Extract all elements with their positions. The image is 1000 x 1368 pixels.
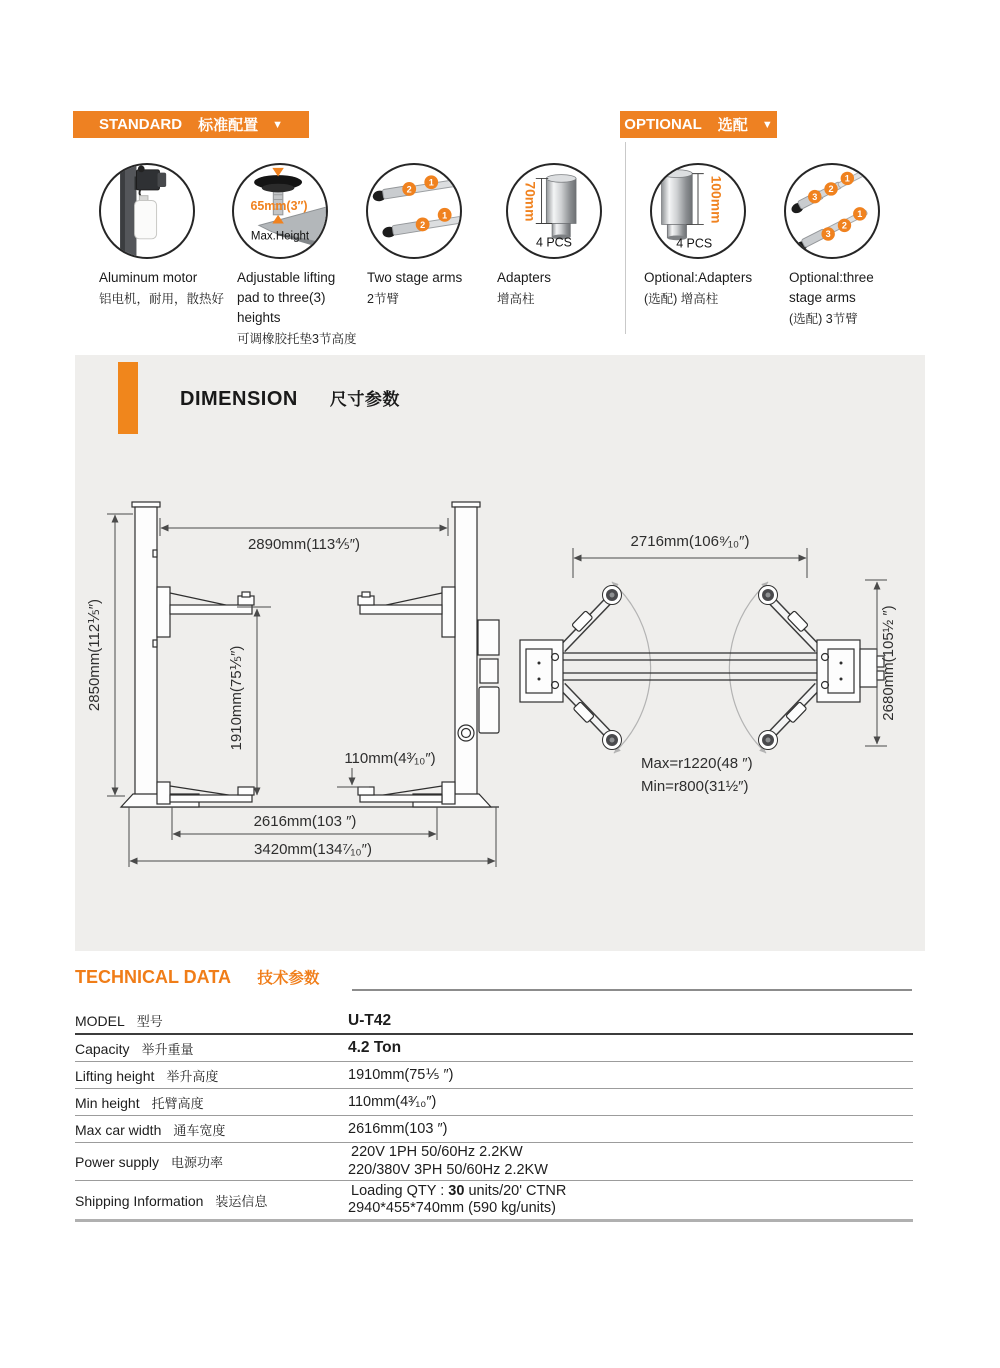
dim-overall-width: 2890mm(113⅘″) [247,536,361,553]
feature-title-cn: (选配) 增高柱 [644,291,719,306]
standard-banner-label: STANDARD [99,116,183,133]
arm-stage-badge: 1 [442,210,448,221]
feature-photo-three-stage-arms [784,163,880,259]
feature-photo-optional-adapters [650,163,746,259]
row-label: Min height [75,1094,140,1111]
dimension-title-en: DIMENSION [180,388,298,410]
feature-photo-lifting-pad [232,163,328,259]
row-value-line: Loading QTY : 30 units/20' CTNR [351,1182,567,1199]
feature-photo-aluminum-motor [99,163,195,259]
feature-title: Optional:Adapters [644,270,753,285]
row-label-cn: 举升高度 [166,1068,219,1084]
dimension-title [180,385,400,411]
section-divider [625,142,626,334]
dim-arm-span: 2716mm(106⁹⁄₁₀″) [630,533,750,550]
arm-stage-badge: 1 [428,177,434,188]
row-label: Power supply [75,1154,160,1170]
optional-banner-label: OPTIONAL [624,116,702,133]
arm-stage-badge: 3 [812,191,818,202]
feature-caption-two-stage-arms [367,268,492,308]
feature-title: Adjustable lifting pad to three(3) heights [237,270,336,325]
arm-stage-badge: 2 [841,220,847,231]
two-stage-arms-icon [368,165,460,257]
table-row-model [75,1008,913,1035]
dim-overall-length: 2680mm(105½ ″) [880,605,897,721]
row-label: Capacity [75,1040,130,1057]
lifting-pad-icon [234,165,326,257]
feature-title-cn: 增高柱 [497,291,535,306]
technical-data-table [75,1008,913,1222]
dim-max-radius: Max=r1220(48 ″) [641,755,753,772]
row-value: 1910mm(75⅕ ″) [348,1067,454,1083]
feature-title-cn: 可调橡胶托垫3节高度 [237,331,357,346]
row-label-cn: 通车宽度 [173,1122,226,1138]
dimension-panel [75,355,925,951]
swing-arms [562,586,818,750]
feature-caption-lifting-pad [237,268,357,348]
top-view-drawing [520,582,884,753]
row-label: Lifting height [75,1067,155,1084]
technical-data-title [75,966,319,988]
dimension-drawing [85,490,915,940]
adapter-pcs-label: 4 PCS [676,236,713,251]
arm-stage-badge: 2 [406,184,412,195]
row-value: 2616mm(103 ″) [348,1121,448,1137]
arm-stage-badge: 1 [857,209,863,220]
dim-base-width: 3420mm(134⁷⁄₁₀″) [254,841,372,858]
row-value: U-T42 [348,1011,392,1029]
aluminum-motor-icon [101,165,193,257]
dim-overall-height: 2850mm(112⅕″) [86,598,103,712]
row-label: MODEL [75,1013,125,1029]
arm-stage-badge: 2 [420,219,426,230]
arm-stage-badge: 1 [844,173,850,184]
row-label-cn: 托臂高度 [151,1095,204,1111]
dim-inner-width: 2616mm(103 ″) [253,813,357,830]
feature-photo-adapters [506,163,602,259]
arm-stage-badge: 2 [828,184,834,195]
dim-lifting-height: 1910mm(75⅕″) [228,645,245,751]
optional-section-banner [620,111,777,138]
technical-data-title-cn: 技术参数 [257,970,320,987]
table-row-power-supply [75,1143,913,1181]
technical-data-title-en: TECHNICAL DATA [75,967,231,987]
adapter-height-annotation: 100mm [708,175,725,224]
feature-title-cn: (选配) 3节臂 [789,311,858,326]
row-label-cn: 装运信息 [215,1193,268,1209]
triangle-down-icon: ▼ [761,118,773,131]
feature-caption-three-stage-arms [789,268,884,328]
table-row-max-car-width [75,1116,913,1143]
row-value: 110mm(4³⁄₁₀″) [348,1094,437,1110]
row-value: 4.2 Ton [348,1039,402,1056]
adapter-icon [508,165,600,257]
feature-title: Two stage arms [367,270,463,285]
table-row-capacity [75,1035,913,1062]
adapter-height-annotation: 70mm [522,181,539,222]
adapter-pcs-label: 4 PCS [536,235,572,250]
standard-section-banner [73,111,309,138]
feature-caption-adapters [497,268,607,308]
row-label: Shipping Information [75,1192,204,1209]
dim-min-pad-height: 110mm(4³⁄₁₀″) [344,750,436,767]
row-value-line: 2940*455*740mm (590 kg/units) [348,1200,556,1216]
title-rule [352,989,912,991]
row-label-cn: 举升重量 [141,1041,194,1057]
dim-min-radius: Min=r800(31½″) [641,778,749,795]
dimension-title-cn: 尺寸参数 [329,390,400,409]
row-label: Max car width [75,1121,162,1138]
feature-title: Aluminum motor [99,270,198,285]
three-stage-arms-icon [786,165,878,257]
feature-caption-aluminum-motor [99,268,234,308]
feature-title-cn: 铝电机，耐用，散热好 [99,291,225,306]
row-value-line: 220/380V 3PH 50/60Hz 2.2KW [348,1161,548,1178]
arm-stage-badge: 3 [825,229,831,240]
loading-qty-value: 30 [448,1182,465,1199]
table-row-min-height [75,1089,913,1116]
row-label-cn: 型号 [136,1014,163,1029]
max-height-label: Max.Height [250,230,310,243]
feature-photo-two-stage-arms [366,163,462,259]
optional-adapter-icon [652,165,744,257]
pad-height-annotation: 65mm(3″) [250,199,308,214]
feature-title: Optional:three stage arms [789,270,874,305]
row-value-line: 220V 1PH 50/60Hz 2.2KW [351,1144,523,1160]
row-label-cn: 电源功率 [171,1155,224,1170]
optional-banner-label-cn: 选配 [717,117,748,134]
standard-banner-label-cn: 标准配置 [198,117,259,134]
table-row-shipping-information [75,1181,913,1222]
feature-caption-optional-adapters [644,268,774,308]
accent-bar [118,362,138,434]
triangle-down-icon: ▼ [272,118,283,131]
feature-title-cn: 2节臂 [367,291,399,306]
table-row-lifting-height [75,1062,913,1089]
feature-title: Adapters [497,270,552,285]
